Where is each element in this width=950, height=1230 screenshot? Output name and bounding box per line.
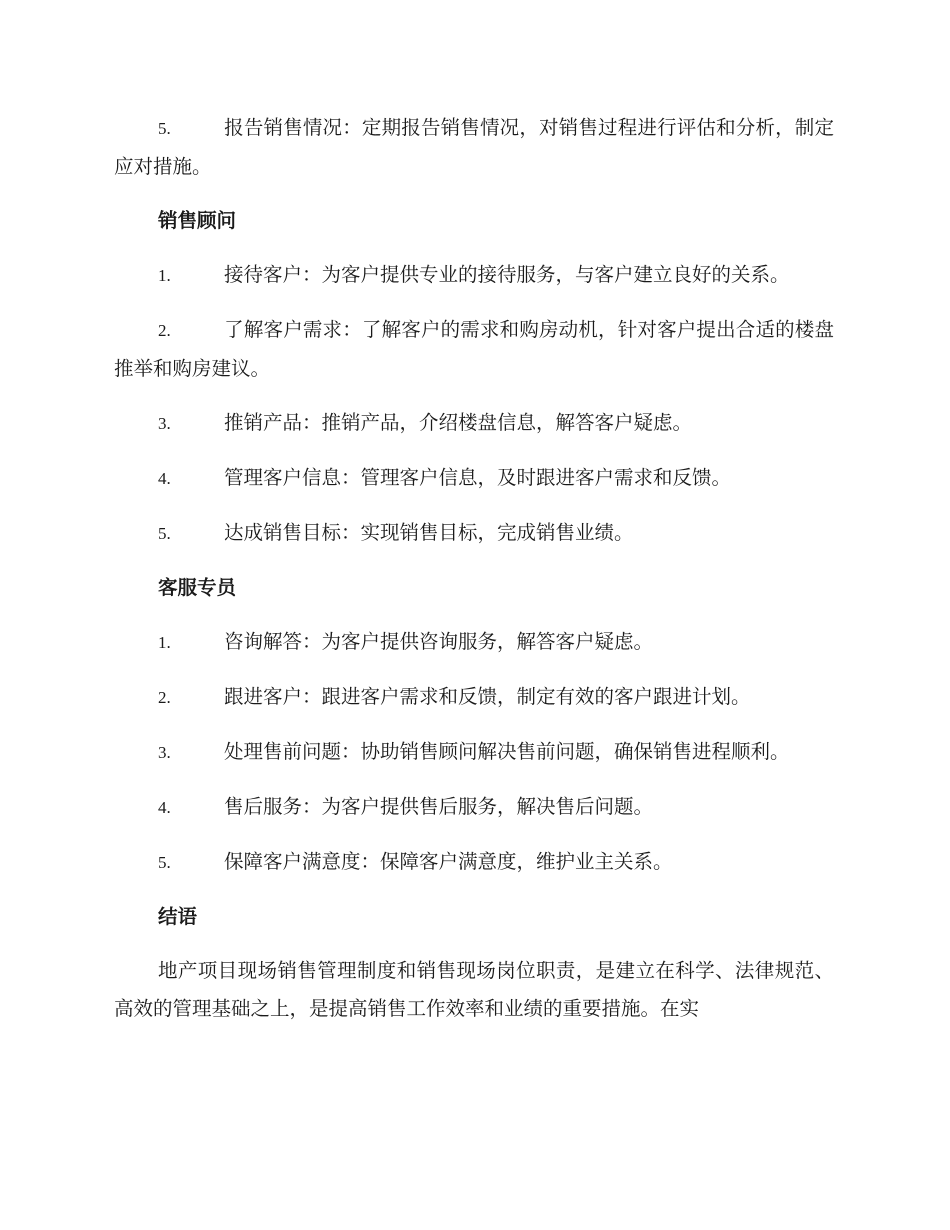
list-item-text: 跟进客户：跟进客户需求和反馈，制定有效的客户跟进计划。: [224, 685, 751, 708]
list-item-text: 处理售前问题：协助销售顾问解决售前问题，确保销售进程顺利。: [224, 740, 790, 763]
section-heading-sales-consultant: 销售顾问: [158, 209, 237, 232]
list-item-text: 保障客户满意度：保障客户满意度，维护业主关系。: [224, 850, 673, 873]
list-item: [114, 109, 834, 186]
list-item: [114, 733, 834, 772]
list-item: [114, 459, 834, 498]
list-item: [114, 256, 834, 295]
list-item: [114, 514, 834, 553]
list-item-text: 售后服务：为客户提供售后服务，解决售后问题。: [224, 795, 654, 818]
list-item-text: 管理客户信息：管理客户信息，及时跟进客户需求和反馈。: [224, 466, 732, 489]
list-item-text: 推销产品：推销产品，介绍楼盘信息，解答客户疑虑。: [224, 411, 693, 434]
list-item-text: 接待客户：为客户提供专业的接待服务，与客户建立良好的关系。: [224, 263, 790, 286]
list-item-number: 5.: [158, 853, 171, 872]
list-item: [114, 311, 834, 388]
document-page: [114, 109, 834, 1028]
list-item-number: 5.: [158, 524, 171, 543]
list-item-text: 报告销售情况：定期报告销售情况，对销售过程进行评估和分析，制定应对措施。: [114, 116, 834, 178]
list-item-number: 3.: [158, 743, 171, 762]
list-item: [114, 678, 834, 717]
list-item: [114, 404, 834, 443]
section-heading-customer-service: 客服专员: [158, 576, 237, 599]
list-item: [114, 788, 834, 827]
list-item-number: 2.: [158, 321, 171, 340]
list-item-number: 5.: [158, 119, 171, 138]
list-item: [114, 623, 834, 662]
list-item-number: 3.: [158, 414, 171, 433]
list-item: [114, 843, 834, 882]
list-item-number: 4.: [158, 798, 171, 817]
list-item-number: 1.: [158, 266, 171, 285]
list-item-text: 咨询解答：为客户提供咨询服务，解答客户疑虑。: [224, 630, 654, 653]
list-item-text: 了解客户需求：了解客户的需求和购房动机，针对客户提出合适的楼盘推举和购房建议。: [114, 318, 834, 380]
list-item-number: 2.: [158, 688, 171, 707]
list-item-number: 1.: [158, 633, 171, 652]
list-item-number: 4.: [158, 469, 171, 488]
list-item-text: 达成销售目标：实现销售目标，完成销售业绩。: [224, 521, 634, 544]
section-heading-conclusion: 结语: [158, 905, 198, 928]
conclusion-paragraph: 地产项目现场销售管理制度和销售现场岗位职责，是建立在科学、法律规范、高效的管理基础之上，是提高销售工作效率和业绩的重要措施。在实: [114, 959, 834, 1020]
